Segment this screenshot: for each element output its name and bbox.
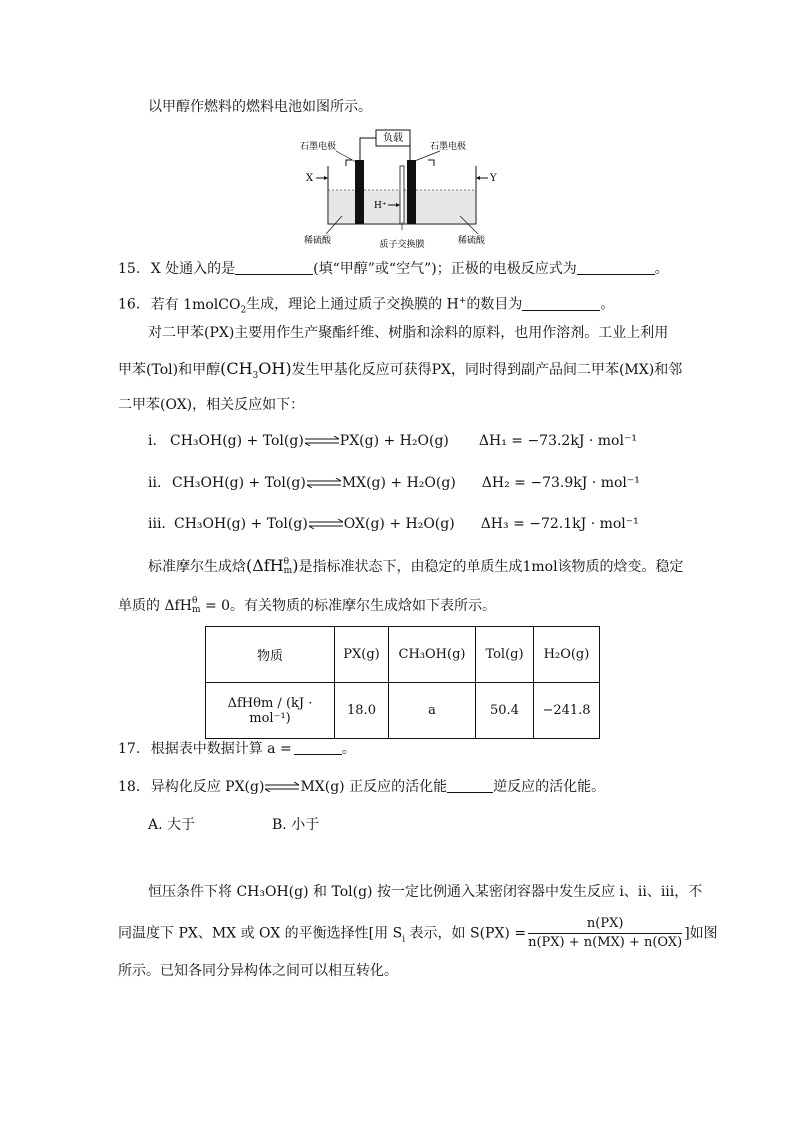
question-16 bbox=[118, 291, 614, 320]
table-header-cell: H₂O(g) bbox=[534, 627, 600, 683]
fraction-numerator: n(PX) bbox=[528, 916, 682, 934]
q15-text-c: 。 bbox=[654, 261, 669, 277]
equilibrium-arrow-icon bbox=[307, 478, 341, 488]
table-header-cell: CH₃OH(g) bbox=[389, 627, 476, 683]
table-cell: 50.4 bbox=[476, 683, 534, 739]
para2-l2a: 单质的 ΔfH bbox=[118, 598, 192, 614]
table-header-cell: Tol(g) bbox=[476, 627, 534, 683]
q16-sup: + bbox=[458, 296, 467, 306]
selectivity-fraction bbox=[528, 916, 682, 951]
para2-line1 bbox=[148, 556, 684, 577]
para1-line1: 对二甲苯(PX)主要用作生产聚酯纤维、树脂和涂料的原料，也用作溶剂。工业上利用 bbox=[148, 325, 669, 341]
x-arrowhead bbox=[324, 176, 328, 180]
table-cell: −241.8 bbox=[534, 683, 600, 739]
acid-right-label: 稀硫酸 bbox=[458, 236, 486, 246]
para1-l2d: 发生甲基化反应可获得PX，同时得到副产品间二甲苯(MX)和邻 bbox=[291, 362, 683, 378]
table-header-cell: 物质 bbox=[206, 627, 335, 683]
y-label: Y bbox=[490, 173, 497, 184]
q18-number: 18. bbox=[118, 779, 141, 795]
q15-number: 15. bbox=[118, 261, 141, 277]
electrode-right-pointer bbox=[412, 151, 440, 162]
reaction-ii-dh: ΔH₂ = −73.9kJ · mol⁻¹ bbox=[481, 475, 640, 491]
table-row-label: ΔfHθm / (kJ · mol⁻¹) bbox=[206, 683, 335, 739]
q17-text-a: 根据表中数据计算 a = bbox=[150, 741, 292, 757]
reaction-i bbox=[148, 431, 637, 451]
reaction-ii-rhs: MX(g) + H₂O(g) bbox=[341, 475, 456, 491]
para3-l2-sub: i bbox=[402, 934, 406, 945]
table-row bbox=[206, 683, 600, 739]
para1-l2a: 甲苯(Tol)和甲醇 bbox=[118, 362, 221, 378]
para3-line3: 所示。已知各同分异构体之间可以相互转化。 bbox=[118, 963, 398, 979]
electrode-right bbox=[407, 160, 416, 224]
para3-line2 bbox=[118, 916, 718, 951]
q17-number: 17. bbox=[118, 741, 141, 757]
reaction-i-dh: ΔH₁ = −73.2kJ · mol⁻¹ bbox=[478, 433, 637, 449]
q16-text-b: 生成，理论上通过质子交换膜的 H bbox=[246, 296, 459, 313]
para2-l1e: ) bbox=[292, 556, 299, 575]
para2-line2 bbox=[118, 596, 496, 616]
reaction-iii-lhs: CH₃OH(g) + Tol(g) bbox=[174, 516, 308, 532]
para2-l2-script bbox=[192, 597, 201, 615]
membrane-label: 质子交换膜 bbox=[379, 240, 425, 250]
question-15 bbox=[118, 259, 669, 279]
para3-l2c: ]如图 bbox=[684, 925, 718, 942]
q18-text-a: 异构化反应 PX(g) bbox=[150, 779, 265, 795]
table-cell: a bbox=[389, 683, 476, 739]
para2-l1-script bbox=[284, 558, 293, 576]
equilibrium-arrow-icon bbox=[305, 436, 339, 446]
q15-text-b: (填“甲醇”或“空气”)；正极的电极反应式为 bbox=[313, 261, 577, 277]
q15-blank-1[interactable] bbox=[235, 260, 313, 275]
q16-text-c: 的数目为 bbox=[466, 296, 523, 313]
q16-text-d: 。 bbox=[600, 296, 615, 313]
electrode-right-label: 石墨电极 bbox=[430, 142, 467, 152]
para2-l1f: 是指标准状态下，由稳定的单质生成1mol该物质的焓变。稳定 bbox=[298, 559, 684, 575]
para2-l1b: (ΔfH bbox=[246, 556, 284, 575]
right-inlet bbox=[428, 160, 434, 166]
question-18 bbox=[118, 777, 605, 797]
para2-l1-sup: θ bbox=[283, 557, 290, 567]
fuel-cell-diagram bbox=[300, 126, 500, 250]
x-label: X bbox=[306, 173, 314, 184]
table-header-cell: PX(g) bbox=[335, 627, 389, 683]
reaction-iii-rhs: OX(g) + H₂O(g) bbox=[343, 516, 455, 532]
q15-text-a: X 处通入的是 bbox=[150, 261, 236, 277]
reaction-i-rhs: PX(g) + H₂O(g) bbox=[339, 433, 449, 449]
reaction-iii bbox=[148, 514, 639, 534]
reaction-iii-label: iii. bbox=[148, 516, 166, 532]
proton-exchange-membrane bbox=[400, 166, 404, 224]
para2-l2-sup: θ bbox=[191, 596, 198, 606]
q16-blank[interactable] bbox=[522, 296, 600, 311]
question-17 bbox=[118, 739, 356, 759]
q17-text-b: 。 bbox=[341, 741, 356, 757]
q18-text-b: MX(g) 正反应的活化能 bbox=[300, 779, 448, 795]
para3-line1: 恒压条件下将 CH₃OH(g) 和 Tol(g) 按一定比例通入某密闭容器中发生反应 i、ii、iii，不 bbox=[148, 884, 703, 900]
para1-line3: 二甲苯(OX)，相关反应如下： bbox=[118, 397, 305, 413]
electrode-left-label: 石墨电极 bbox=[300, 142, 337, 152]
left-inlet bbox=[346, 160, 352, 166]
enthalpy-table bbox=[205, 626, 600, 739]
option-b[interactable]: B. 小于 bbox=[272, 817, 320, 833]
equilibrium-arrow-icon bbox=[265, 782, 299, 792]
para1-l2c: OH) bbox=[258, 359, 292, 378]
para3-l2b: 表示，如 S(PX) = bbox=[405, 925, 527, 942]
table-header-row bbox=[206, 627, 600, 683]
para1-line2 bbox=[118, 359, 682, 386]
para2-l1-sub: m bbox=[283, 566, 293, 576]
left-wire bbox=[360, 138, 376, 160]
acid-left-label: 稀硫酸 bbox=[304, 236, 332, 246]
para2-l2-sub: m bbox=[191, 605, 201, 615]
para3-l2a: 同温度下 PX、MX 或 OX 的平衡选择性[用 S bbox=[118, 925, 403, 942]
q16-text-a: 若有 1molCO bbox=[150, 296, 241, 313]
reaction-ii-label: ii. bbox=[148, 475, 162, 491]
option-a[interactable]: A. 大于 bbox=[148, 817, 196, 833]
reaction-ii-lhs: CH₃OH(g) + Tol(g) bbox=[172, 475, 306, 491]
q15-blank-2[interactable] bbox=[577, 260, 655, 275]
para2-l1a: 标准摩尔生成焓 bbox=[148, 559, 246, 575]
q17-blank[interactable] bbox=[294, 740, 342, 755]
q18-text-c: 逆反应的活化能。 bbox=[493, 779, 606, 795]
equilibrium-arrow-icon bbox=[309, 519, 343, 529]
q16-sub: 2 bbox=[240, 305, 247, 316]
para1-l2b: (CH bbox=[220, 359, 253, 378]
para1-l2-sub: 3 bbox=[252, 370, 259, 381]
para2-l2d: = 0。有关物质的标准摩尔生成焓如下表所示。 bbox=[200, 598, 497, 614]
electrode-left bbox=[355, 160, 364, 224]
intro-text: 以甲醇作燃料的燃料电池如图所示。 bbox=[148, 99, 372, 115]
load-label: 负载 bbox=[383, 133, 403, 144]
q16-number: 16. bbox=[118, 296, 141, 313]
fraction-denominator: n(PX) + n(MX) + n(OX) bbox=[528, 935, 683, 950]
y-arrowhead bbox=[476, 176, 480, 180]
q18-blank[interactable] bbox=[447, 778, 493, 793]
reaction-iii-dh: ΔH₃ = −72.1kJ · mol⁻¹ bbox=[480, 516, 639, 532]
reaction-i-lhs: CH₃OH(g) + Tol(g) bbox=[170, 433, 304, 449]
ion-label: H⁺ bbox=[374, 201, 387, 211]
reaction-ii bbox=[148, 473, 640, 493]
reaction-i-label: i. bbox=[148, 433, 157, 449]
table-cell: 18.0 bbox=[335, 683, 389, 739]
